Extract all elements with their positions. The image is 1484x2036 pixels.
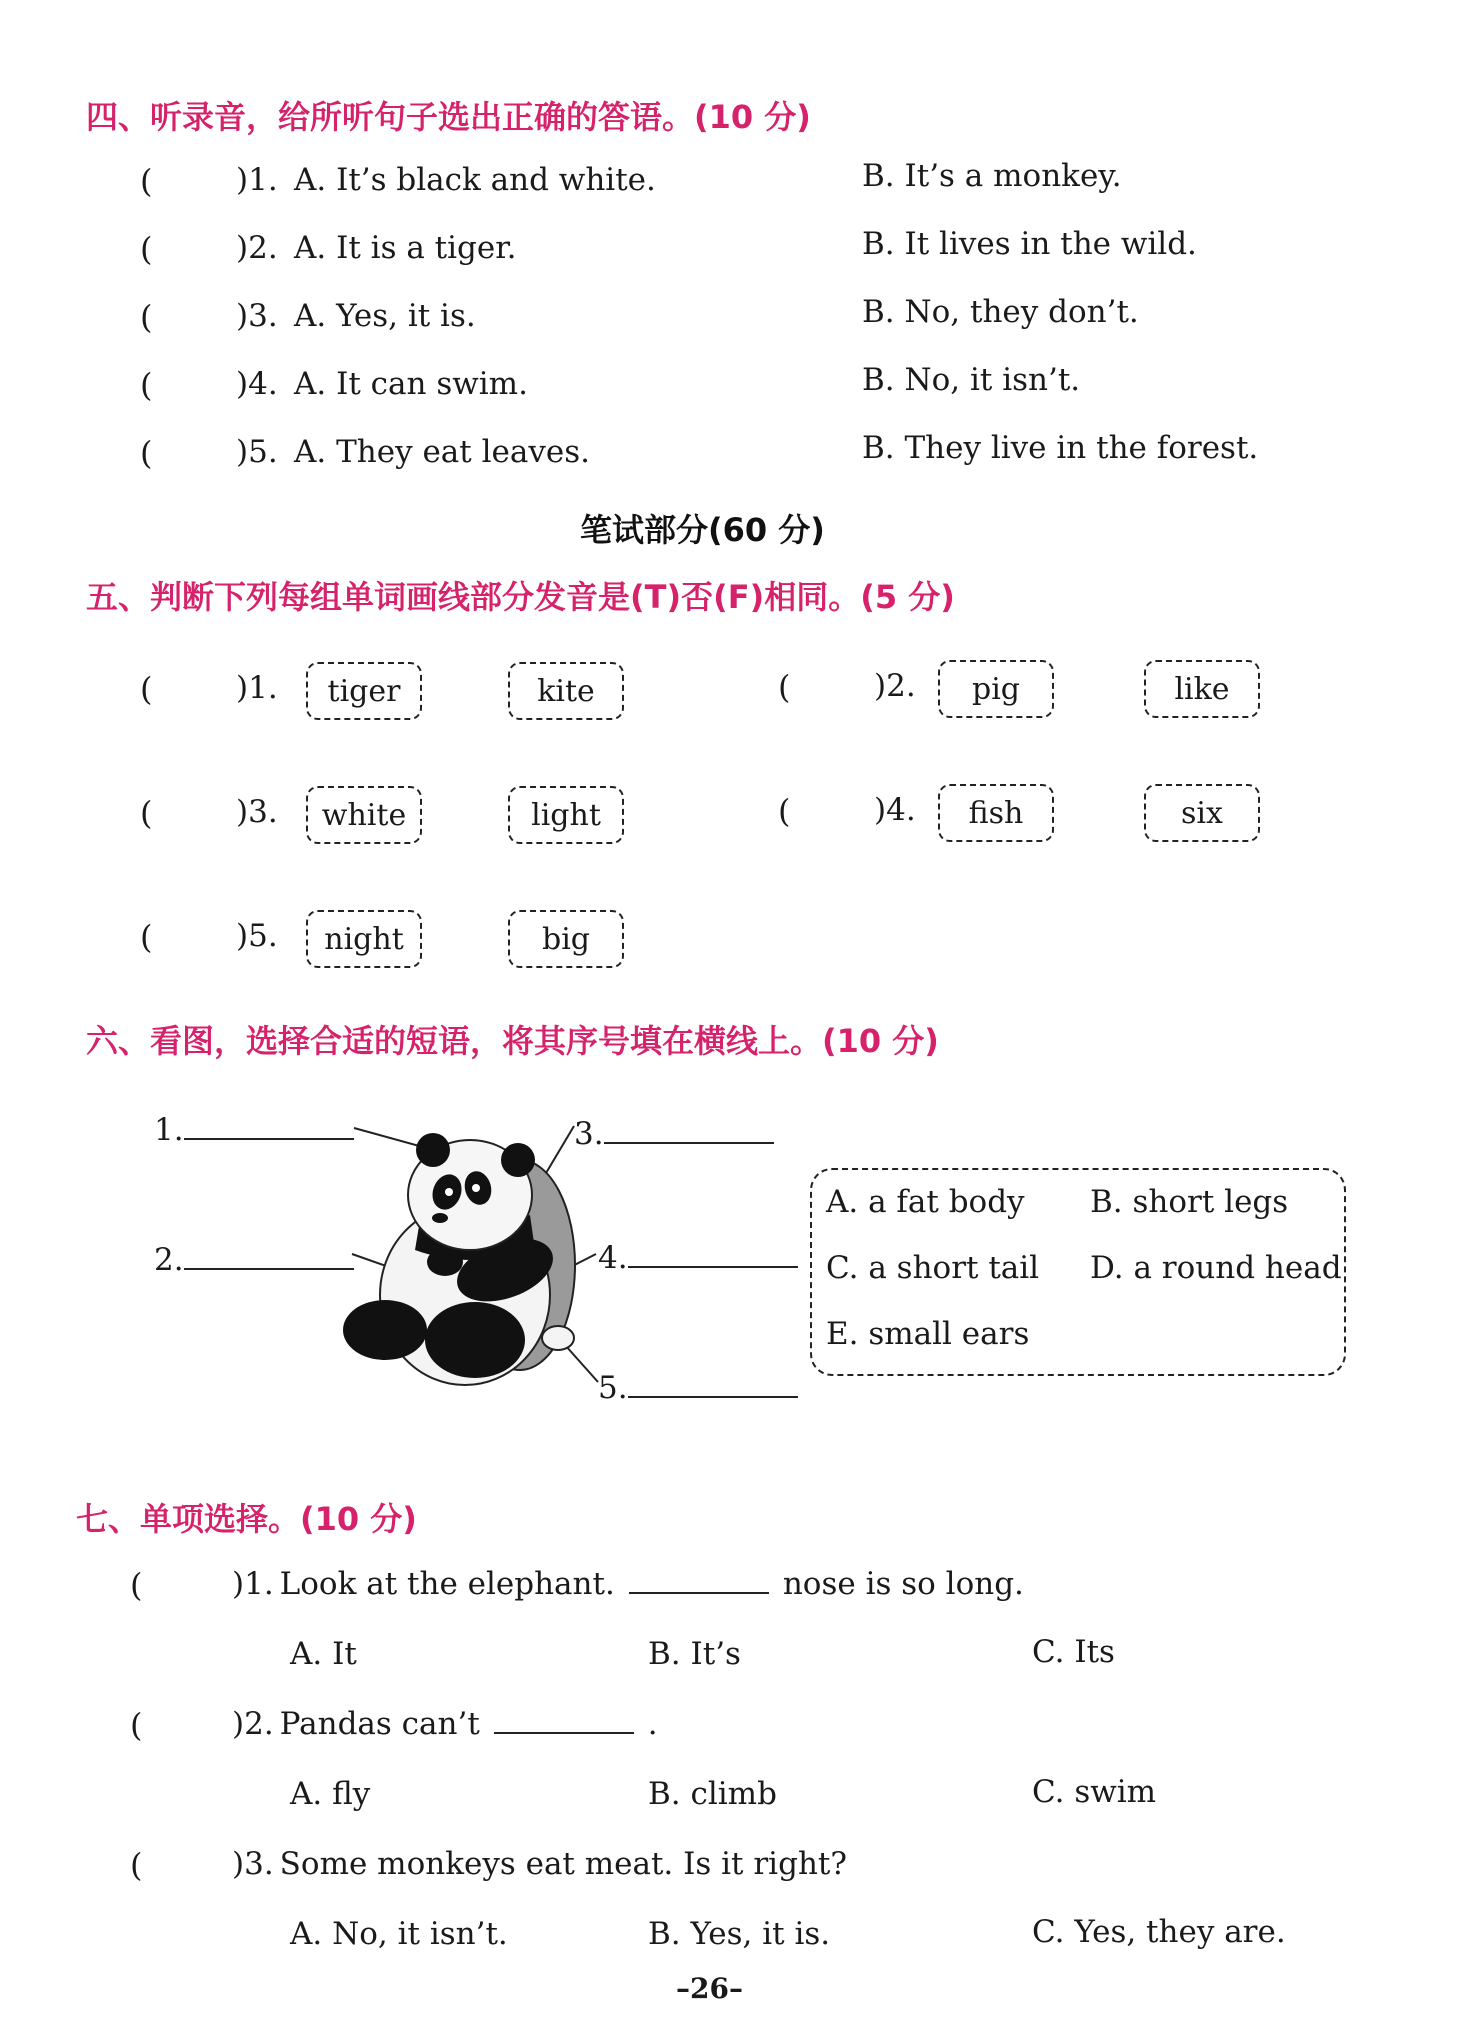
choice-a: A. It is a tiger. [294,230,517,266]
option-b: B. short legs [1090,1184,1289,1220]
choice-a: A. It can swim. [294,366,528,402]
answer-paren-open[interactable]: ( [130,1566,143,1604]
word-card: kite [508,662,624,720]
choice-a: A. It [290,1636,357,1672]
word-card: like [1144,660,1260,718]
answer-paren-open[interactable]: ( [140,230,153,268]
answer-paren-open[interactable]: ( [140,366,153,404]
question-number: )1. [236,670,278,706]
question-number: )4. [874,792,916,828]
question-number: )2. [232,1706,274,1742]
answer-paren-open[interactable]: ( [140,670,153,708]
question-number: )5. [236,918,278,954]
answer-blank[interactable] [629,1566,769,1594]
option-c: C. a short tail [826,1250,1040,1286]
answer-paren-open[interactable]: ( [778,792,791,830]
section4-title: 四、听录音，给所听句子选出正确的答语。(10 分) [86,98,811,136]
choice-a: A. They eat leaves. [294,434,590,470]
question-stem-end: nose is so long. [782,1566,1024,1602]
choice-b: B. climb [648,1776,777,1812]
question-number: )3. [236,794,278,830]
word-card: six [1144,784,1260,842]
label-number: 1. [154,1112,184,1148]
question-stem: Pandas can’t [279,1706,480,1742]
word-card: tiger [306,662,422,720]
word-card: big [508,910,624,968]
question-text [232,1846,847,1882]
question-text [232,1566,1024,1602]
label-number: 3. [574,1116,604,1152]
label-number: 4. [598,1240,628,1276]
options-box [810,1168,1346,1376]
word-card: pig [938,660,1054,718]
answer-paren-open[interactable]: ( [140,434,153,472]
question-number: )3. [232,1846,274,1882]
question-number: )1. [236,162,278,198]
question-number: )5. [236,434,278,470]
choice-a: A. No, it isn’t. [290,1916,508,1952]
answer-paren-open[interactable]: ( [140,298,153,336]
label-number: 2. [154,1242,184,1278]
section5-title: 五、判断下列每组单词画线部分发音是(T)否(F)相同。(5 分) [86,578,955,616]
choice-a: A. fly [290,1776,371,1812]
question-stem: Some monkeys eat meat. Is it right? [279,1846,847,1882]
choice-b: B. No, it isn’t. [862,362,1081,398]
label-number: 5. [598,1370,628,1406]
choice-b: B. No, they don’t. [862,294,1139,330]
question-text [232,1706,658,1742]
word-card: white [306,786,422,844]
question-number: )4. [236,366,278,402]
choice-c: C. swim [1032,1774,1157,1810]
answer-paren-open[interactable]: ( [140,918,153,956]
answer-paren-open[interactable]: ( [130,1706,143,1744]
choice-c: C. Yes, they are. [1032,1914,1286,1950]
choice-a: A. It’s black and white. [294,162,656,198]
option-a: A. a fat body [826,1184,1025,1220]
word-card: light [508,786,624,844]
section6-title: 六、看图，选择合适的短语，将其序号填在横线上。(10 分) [86,1022,939,1060]
question-stem-end: . [647,1706,658,1742]
question-number: )2. [874,668,916,704]
option-d: D. a round head [1090,1250,1342,1286]
answer-blank[interactable] [494,1706,634,1734]
choice-b: B. It’s a monkey. [862,158,1122,194]
choice-a: A. Yes, it is. [294,298,476,334]
section7-title: 七、单项选择。(10 分) [76,1500,417,1538]
page-number: –26– [676,1972,743,2005]
answer-paren-open[interactable]: ( [130,1846,143,1884]
word-card: fish [938,784,1054,842]
question-number: )2. [236,230,278,266]
written-part-title: 笔试部分(60 分) [580,511,825,549]
choice-b: B. It lives in the wild. [862,226,1197,262]
question-number: )3. [236,298,278,334]
option-e: E. small ears [826,1316,1030,1352]
choice-c: C. Its [1032,1634,1115,1670]
answer-paren-open[interactable]: ( [140,794,153,832]
answer-paren-open[interactable]: ( [778,668,791,706]
question-number: )1. [232,1566,274,1602]
word-card: night [306,910,422,968]
choice-b: B. They live in the forest. [862,430,1259,466]
choice-b: B. It’s [648,1636,741,1672]
question-stem: Look at the elephant. [279,1566,615,1602]
answer-paren-open[interactable]: ( [140,162,153,200]
choice-b: B. Yes, it is. [648,1916,831,1952]
